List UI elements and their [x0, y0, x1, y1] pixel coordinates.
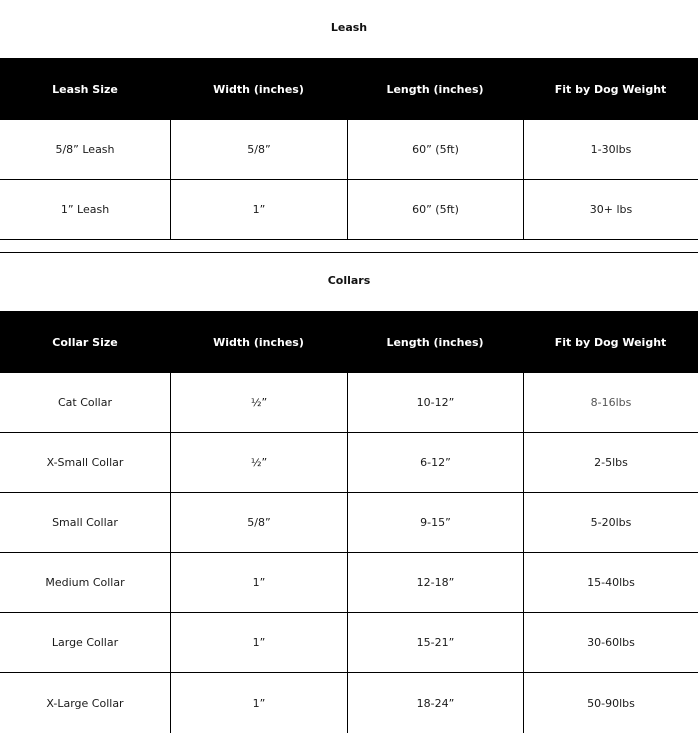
leash-header-length: Length (inches)	[386, 82, 484, 96]
table-row	[0, 373, 698, 433]
collar-size-cell: Small Collar	[52, 516, 118, 529]
collar-size-cell: Cat Collar	[57, 396, 113, 409]
collar-size-cell: X-Small Collar	[46, 456, 124, 469]
leash-header-row	[0, 58, 698, 120]
collar-weight-cell: 5-20lbs	[523, 493, 698, 552]
collar-length-cell: 10-12”	[347, 373, 523, 432]
collar-weight-cell: 2-5lbs	[523, 433, 698, 492]
leash-title: Leash	[330, 21, 368, 34]
table-row	[0, 433, 698, 493]
leash-width-cell: 5/8”	[170, 120, 347, 179]
leash-size-cell: 5/8” Leash	[55, 143, 115, 156]
collar-size-cell: Medium Collar	[45, 576, 125, 589]
collars-header-length: Length (inches)	[386, 335, 484, 349]
leash-size-cell: 1” Leash	[60, 203, 110, 216]
collars-header-row	[0, 311, 698, 373]
collar-length-cell: 18-24”	[347, 673, 523, 733]
collars-header-weight: Fit by Dog Weight	[554, 335, 667, 349]
collar-weight-cell: 50-90lbs	[523, 673, 698, 733]
collar-width-cell: ½”	[170, 433, 347, 492]
collar-size-cell: X-Large Collar	[46, 696, 124, 710]
collar-length-cell: 9-15”	[347, 493, 523, 552]
leash-table	[0, 58, 698, 240]
collar-length-cell: 12-18”	[347, 553, 523, 612]
collar-length-cell: 15-21”	[347, 613, 523, 672]
collars-header-size: Collar Size	[52, 335, 118, 349]
collars-table	[0, 311, 698, 733]
collars-header-width: Width (inches)	[213, 335, 304, 349]
collar-size-cell: Large Collar	[51, 636, 119, 649]
leash-header-weight: Fit by Dog Weight	[554, 82, 667, 96]
table-row	[0, 613, 698, 673]
collars-title: Collars	[327, 274, 371, 287]
leash-header-size: Leash Size	[52, 82, 118, 96]
collar-width-cell: 5/8”	[170, 493, 347, 552]
collar-weight-cell: 15-40lbs	[523, 553, 698, 612]
table-row	[0, 493, 698, 553]
collar-width-cell: 1”	[170, 673, 347, 733]
table-row	[0, 553, 698, 613]
leash-width-cell: 1”	[170, 180, 347, 239]
collar-weight-cell: 30-60lbs	[523, 613, 698, 672]
collar-width-cell: 1”	[170, 613, 347, 672]
leash-weight-cell: 30+ lbs	[523, 180, 698, 239]
collar-width-cell: 1”	[170, 553, 347, 612]
leash-length-cell: 60” (5ft)	[347, 120, 523, 179]
leash-weight-cell: 1-30lbs	[523, 120, 698, 179]
leash-header-width: Width (inches)	[213, 82, 304, 96]
collar-length-cell: 6-12”	[347, 433, 523, 492]
table-row	[0, 673, 698, 733]
section-divider	[0, 252, 698, 253]
collar-weight-cell: 8-16lbs	[523, 373, 698, 432]
table-row	[0, 180, 698, 240]
table-row	[0, 120, 698, 180]
leash-length-cell: 60” (5ft)	[347, 180, 523, 239]
collar-width-cell: ½”	[170, 373, 347, 432]
